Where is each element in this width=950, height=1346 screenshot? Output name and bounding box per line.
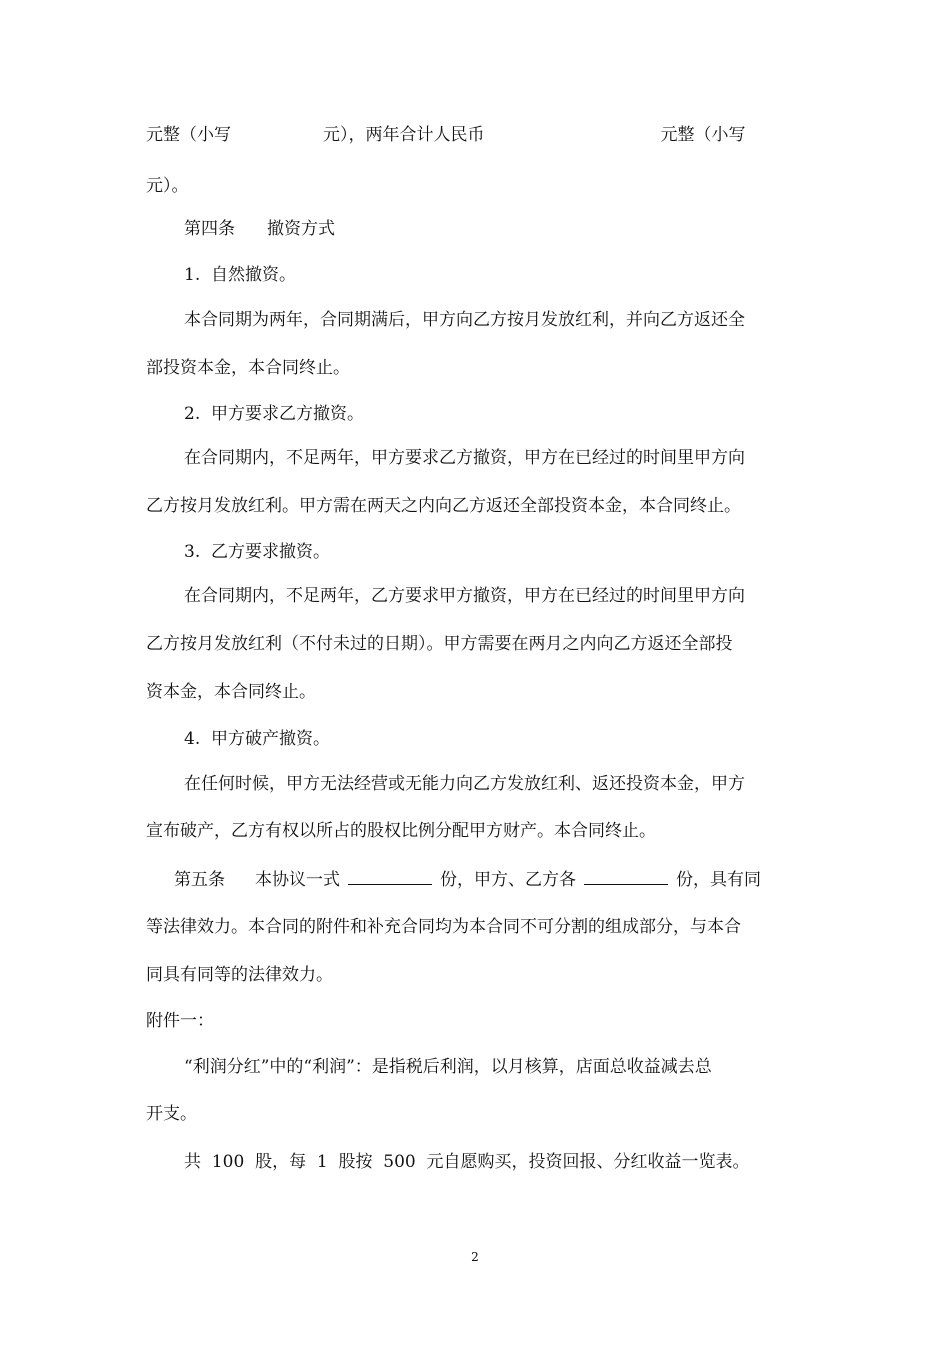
- attachment-para-line-2: 开支。: [146, 1104, 197, 1124]
- copies-total-blank: [348, 869, 432, 885]
- item-1-heading: 1. 自然撤资。: [184, 265, 297, 285]
- amount-line-1: [146, 125, 746, 145]
- article-5-line-3: 同具有同等的法律效力。: [146, 965, 333, 985]
- article-5-line-1: [174, 869, 761, 890]
- item-4-para-line-1: 在任何时候，甲方无法经营或无能力向乙方发放红利、返还投资本金，甲方: [184, 774, 745, 794]
- article-5-label: 第五条: [174, 870, 225, 890]
- item-2-para-line-2: 乙方按月发放红利。甲方需在两天之内向乙方返还全部投资本金，本合同终止。: [146, 496, 741, 516]
- item-2-heading: 2. 甲方要求乙方撤资。: [184, 404, 365, 424]
- item-1-para-line-2: 部投资本金，本合同终止。: [146, 358, 350, 378]
- amount-line-2: 元）。: [146, 176, 189, 196]
- item-4-para-line-2: 宣布破产，乙方有权以所占的股权比例分配甲方财产。本合同终止。: [146, 821, 656, 841]
- shares-line: 共 100 股，每 1 股按 500 元自愿购买，投资回报、分红收益一览表。: [184, 1152, 750, 1172]
- article-5-text-a: 本协议一式: [255, 870, 340, 890]
- page-number: 2: [471, 1250, 479, 1264]
- item-3-heading: 3. 乙方要求撤资。: [184, 542, 331, 562]
- amount-text-a: 元整（小写: [146, 125, 231, 145]
- article-5-line-2: 等法律效力。本合同的附件和补充合同均为本合同不可分割的组成部分，与本合: [146, 917, 741, 937]
- item-3-para-line-1: 在合同期内，不足两年，乙方要求甲方撤资，甲方在已经过的时间里甲方向: [184, 586, 745, 606]
- item-4-heading: 4. 甲方破产撤资。: [184, 729, 331, 749]
- attachment-heading: 附件一：: [146, 1011, 214, 1031]
- copies-each-blank: [584, 869, 668, 885]
- item-2-para-line-1: 在合同期内，不足两年，甲方要求乙方撤资，甲方在已经过的时间里甲方向: [184, 448, 745, 468]
- article-4-heading: [184, 219, 335, 239]
- attachment-para-line-1: “利润分红”中的“利润”：是指税后利润，以月核算，店面总收益减去总: [184, 1057, 712, 1077]
- item-1-para-line-1: 本合同期为两年，合同期满后，甲方向乙方按月发放红利，并向乙方返还全: [184, 310, 745, 330]
- item-3-para-line-3: 资本金，本合同终止。: [146, 682, 316, 702]
- article-4-label: 第四条: [184, 219, 235, 239]
- item-3-para-line-2: 乙方按月发放红利（不付未过的日期）。甲方需要在两月之内向乙方返还全部投: [146, 634, 733, 654]
- amount-text-c: 元整（小写: [660, 125, 746, 145]
- article-5-text-c: 份，具有同: [676, 870, 761, 890]
- article-4-title: 撤资方式: [267, 219, 335, 239]
- amount-text-b: 元），两年合计人民币: [323, 125, 485, 145]
- article-5-text-b: 份，甲方、乙方各: [440, 870, 576, 890]
